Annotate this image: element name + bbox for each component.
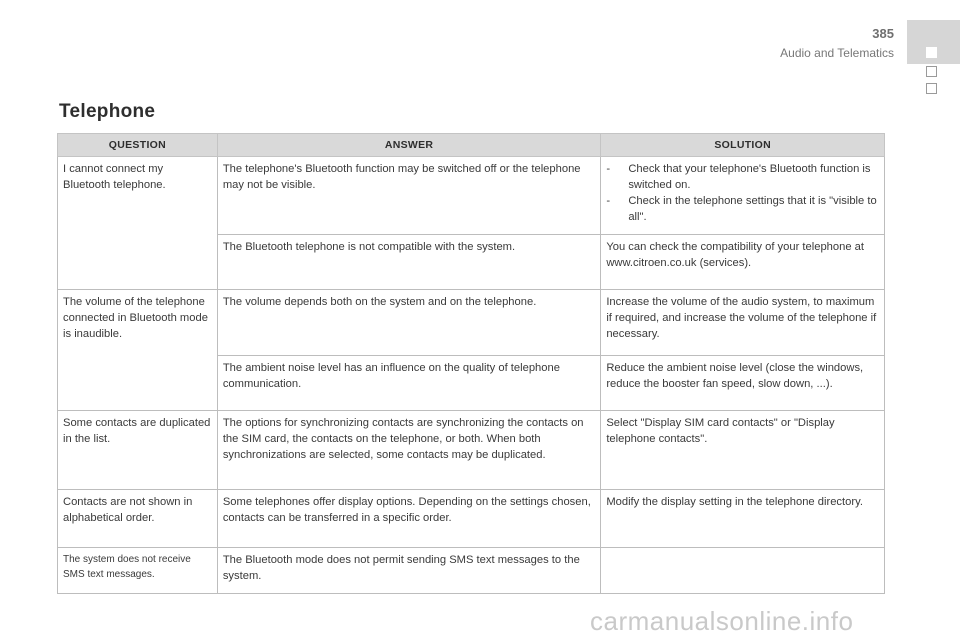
chapter-marker: [926, 66, 937, 77]
question-cell: The system does not receive SMS text messages.: [58, 548, 218, 594]
solution-cell: Modify the display setting in the telephone directory.: [601, 490, 885, 548]
solution-cell: [601, 157, 885, 235]
question-cell: I cannot connect my Bluetooth telephone.: [58, 157, 218, 290]
answer-cell: The volume depends both on the system and on the telephone.: [217, 290, 600, 356]
answer-cell: The Bluetooth mode does not permit sending SMS text messages to the system.: [217, 548, 600, 594]
watermark: carmanualsonline.info: [590, 606, 854, 636]
page-title: Telephone: [59, 101, 156, 122]
chapter-marker: [926, 83, 937, 94]
column-header-answer: ANSWER: [217, 134, 600, 157]
section-header: Audio and Telematics: [780, 46, 894, 60]
solution-list: [606, 161, 879, 225]
column-header-solution: SOLUTION: [601, 134, 885, 157]
table-row: [58, 411, 885, 490]
question-cell: Contacts are not shown in alphabetical order.: [58, 490, 218, 548]
solution-step: Check in the telephone settings that it is "visible to all".: [628, 195, 877, 223]
question-cell: The volume of the telephone connected in Bluetooth mode is inaudible.: [58, 290, 218, 411]
solution-cell: Reduce the ambient noise level (close the windows, reduce the booster fan speed, slow down, ...).: [601, 356, 885, 411]
solution-cell: Select "Display SIM card contacts" or "Display telephone contacts".: [601, 411, 885, 490]
solution-cell: You can check the compatibility of your telephone at www.citroen.co.uk (services).: [601, 235, 885, 290]
answer-cell: The options for synchronizing contacts are synchronizing the contacts on the SIM card, the contacts on the telephone, or both. When both synchronizations are selected, some contacts may be duplicated.: [217, 411, 600, 490]
dash-marker: -: [606, 195, 611, 207]
dash-marker: -: [606, 163, 611, 175]
table-row: [58, 290, 885, 356]
troubleshooting-table: [57, 133, 885, 594]
table-header-row: [58, 134, 885, 157]
answer-cell: The Bluetooth telephone is not compatible with the system.: [217, 235, 600, 290]
answer-cell: The telephone's Bluetooth function may be switched off or the telephone may not be visible.: [217, 157, 600, 235]
question-cell: Some contacts are duplicated in the list.: [58, 411, 218, 490]
table-row: [58, 157, 885, 235]
list-item: [606, 161, 879, 193]
answer-cell: The ambient noise level has an influence on the quality of telephone communication.: [217, 356, 600, 411]
chapter-marker-active: [926, 47, 937, 58]
solution-cell: Increase the volume of the audio system, to maximum if required, and increase the volume of the telephone if necessary.: [601, 290, 885, 356]
answer-cell: Some telephones offer display options. Depending on the settings chosen, contacts can be transferred in a specific order.: [217, 490, 600, 548]
list-item: [606, 193, 879, 225]
table-row: [58, 490, 885, 548]
solution-cell: [601, 548, 885, 594]
column-header-question: QUESTION: [58, 134, 218, 157]
table-row: [58, 548, 885, 594]
solution-step: Check that your telephone's Bluetooth function is switched on.: [628, 163, 871, 191]
page-number: 385: [872, 26, 894, 41]
